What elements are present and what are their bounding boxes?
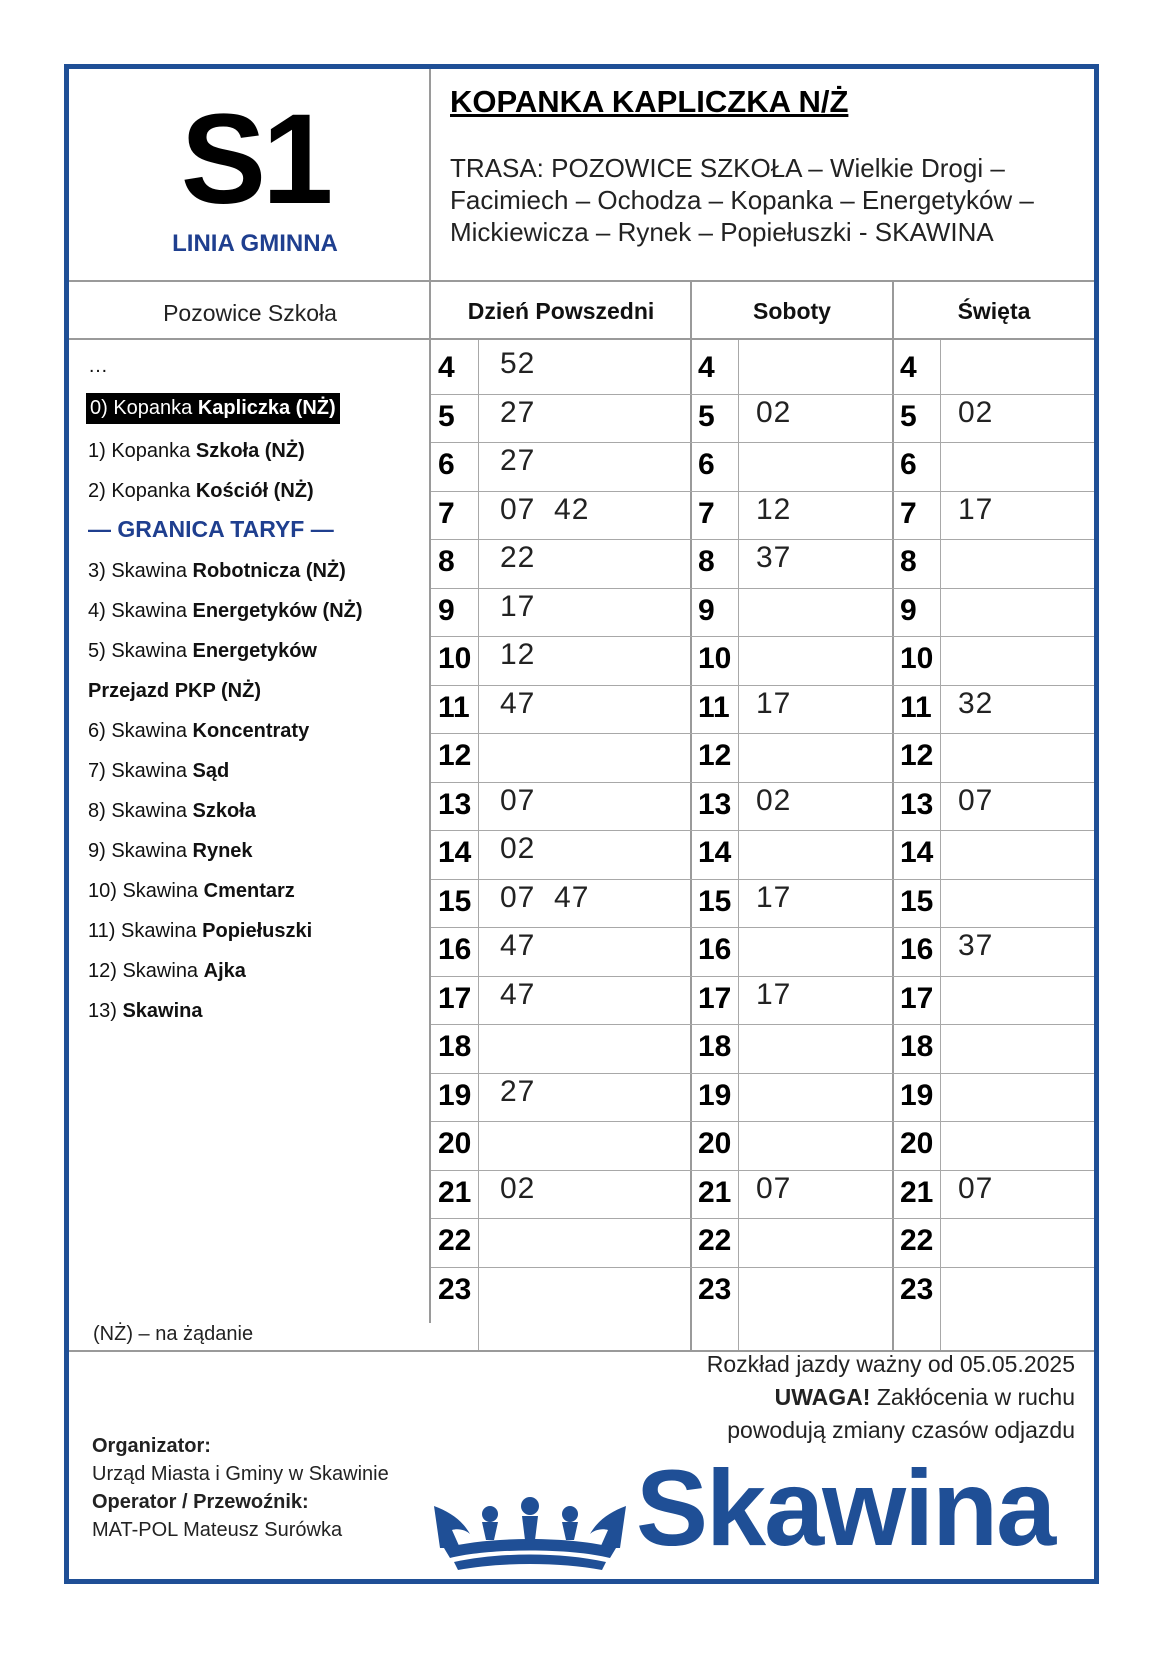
hour-cell: 4: [900, 351, 917, 384]
weekday-minutes-cell: 47: [500, 977, 536, 1011]
hour-cell: 9: [900, 593, 917, 627]
line-number: S1: [180, 88, 330, 231]
hour-cell: 21: [900, 1175, 934, 1209]
hour-cell: 22: [698, 1224, 732, 1257]
saturday-minutes-cell: 37: [756, 541, 792, 574]
stop-prefix: 8) Skawina: [88, 800, 193, 822]
hour-cell: 16: [900, 933, 934, 966]
holiday-minutes-cell: 07: [958, 1171, 994, 1205]
weekday-minutes-cell: 07: [500, 783, 536, 817]
stop-prefix: 9) Skawina: [88, 840, 193, 862]
line-type: LINIA GMINNA: [172, 230, 338, 257]
hour-cell: 8: [438, 545, 455, 578]
header-saturday: Soboty: [753, 298, 831, 324]
hour-column-divider: [738, 340, 739, 1350]
holiday-minutes-cell: 32: [958, 686, 994, 720]
stops-ellipsis: …: [88, 355, 108, 377]
tariff-boundary: [88, 516, 334, 543]
stop-name: Rynek: [192, 840, 253, 862]
organizer-label: Organizator:: [92, 1435, 211, 1457]
saturday-minutes-cell: 07: [756, 1171, 792, 1205]
hour-cell: 13: [438, 787, 472, 821]
weekday-minutes-cell: 47: [500, 686, 536, 720]
row-divider: [431, 636, 1094, 637]
hour-cell: 23: [438, 1272, 472, 1306]
operator-name: MAT-POL Mateusz Surówka: [92, 1519, 343, 1541]
organizer-info: [92, 1432, 389, 1544]
weekday-minutes-cell: 02: [500, 832, 536, 865]
validity-date: Rozkład jazdy ważny od 05.05.2025: [706, 1351, 1075, 1377]
stop-name: Kościół (NŻ): [195, 480, 314, 502]
stop-name: Szkoła (NŻ): [195, 440, 305, 462]
hour-cell: 6: [698, 448, 715, 481]
list-item: [88, 840, 253, 863]
hour-cell: 7: [698, 496, 715, 530]
hour-cell: 14: [438, 836, 472, 869]
hour-cell: 8: [698, 545, 715, 578]
row-divider: [431, 1024, 1094, 1025]
row-divider: [431, 588, 1094, 589]
weekday-minutes-cell: 17: [500, 589, 536, 623]
row-divider: [431, 1218, 1094, 1219]
hour-cell: 5: [698, 399, 715, 433]
saturday-divider: [690, 280, 692, 1350]
weekday-minutes-cell: 22: [500, 541, 536, 574]
hour-cell: 15: [698, 884, 732, 918]
hour-cell: 15: [900, 884, 934, 918]
stop-name: Koncentraty: [192, 720, 310, 742]
hour-cell: 17: [900, 981, 934, 1015]
weekday-minutes-cell: 07 42: [500, 492, 590, 526]
list-item: [88, 920, 312, 943]
stop-name: Sąd: [192, 760, 230, 782]
saturday-minutes-cell: 17: [756, 880, 792, 914]
row-divider: [431, 491, 1094, 492]
row-divider: [431, 733, 1094, 734]
saturday-minutes-cell: 02: [756, 783, 792, 817]
hour-cell: 16: [698, 933, 732, 966]
hour-cell: 5: [900, 399, 917, 433]
row-divider: [431, 394, 1094, 395]
hour-cell: 6: [438, 448, 455, 481]
hour-cell: 4: [698, 351, 715, 384]
row-divider: [431, 1073, 1094, 1074]
saturday-minutes-cell: 17: [756, 977, 792, 1011]
hour-cell: 10: [698, 642, 732, 675]
stop-prefix: 5) Skawina: [88, 640, 193, 662]
stop-name: Ajka: [203, 960, 246, 982]
tariff-label: — GRANICA TARYF —: [88, 516, 334, 542]
hour-cell: 4: [438, 351, 455, 384]
weekday-minutes-cell: 27: [500, 1074, 536, 1108]
route-line: Facimiech – Ochodza – Kopanka – Energetyków –: [450, 185, 1034, 215]
row-divider: [431, 685, 1094, 686]
holiday-minutes-cell: 02: [958, 395, 994, 429]
header-weekday: Dzień Powszedni: [467, 298, 655, 324]
hour-cell: 22: [438, 1224, 472, 1257]
route-line: Mickiewicza – Rynek – Popiełuszki - SKAWINA: [450, 217, 994, 247]
weekday-minutes-cell: 12: [500, 638, 536, 671]
hour-cell: 7: [900, 496, 917, 530]
hour-cell: 20: [900, 1127, 934, 1160]
hour-cell: 18: [438, 1030, 472, 1063]
row-divider: [431, 1267, 1094, 1268]
stop-prefix: 10) Skawina: [88, 880, 204, 902]
hour-cell: 14: [900, 836, 934, 869]
weekday-minutes-cell: 47: [500, 929, 536, 962]
hour-cell: 23: [698, 1272, 732, 1306]
stop-prefix: 13): [88, 1000, 123, 1022]
list-item: [88, 760, 229, 783]
list-item: [88, 440, 305, 463]
hour-cell: 19: [438, 1078, 472, 1112]
stop-name: Energetyków: [192, 640, 317, 662]
hour-cell: 21: [698, 1175, 732, 1209]
row-divider: [431, 782, 1094, 783]
warning-line: [707, 1381, 1075, 1414]
hour-cell: 18: [900, 1030, 934, 1063]
list-item: [88, 720, 309, 743]
list-item: [88, 640, 317, 663]
row-divider: [431, 1170, 1094, 1171]
stop-prefix: 7) Skawina: [88, 760, 193, 782]
header-holiday: Święta: [957, 298, 1031, 324]
warning-label: UWAGA!: [774, 1384, 871, 1410]
row-divider: [431, 442, 1094, 443]
hour-cell: 20: [438, 1127, 472, 1160]
hour-cell: 13: [698, 787, 732, 821]
hour-cell: 12: [698, 739, 732, 772]
stop-name: Skawina: [122, 1000, 203, 1022]
hour-cell: 18: [698, 1030, 732, 1063]
weekday-minutes-cell: 27: [500, 444, 536, 477]
holiday-minutes-cell: 17: [958, 492, 994, 526]
hour-cell: 8: [900, 545, 917, 578]
holiday-minutes-cell: 37: [958, 929, 994, 962]
validity-notice: [707, 1348, 1075, 1447]
stop-prefix: 6) Skawina: [88, 720, 193, 742]
hour-cell: 17: [438, 981, 472, 1015]
stop-name: Przejazd PKP (NŻ): [88, 680, 261, 702]
hour-cell: 21: [438, 1175, 472, 1209]
warning-text: Zakłócenia w ruchu: [870, 1384, 1075, 1410]
stop-name: Robotnicza (NŻ): [192, 560, 346, 582]
hour-column-divider: [940, 340, 941, 1350]
hour-cell: 11: [698, 690, 730, 724]
hour-cell: 16: [438, 933, 472, 966]
weekday-minutes-cell: 02: [500, 1171, 536, 1205]
saturday-minutes-cell: 17: [756, 686, 792, 720]
hour-cell: 19: [698, 1078, 732, 1112]
route-description: [450, 152, 1090, 248]
stop-name: Cmentarz: [203, 880, 295, 902]
stop-prefix: 0) Kopanka: [90, 397, 198, 419]
list-item: [88, 960, 246, 983]
hour-cell: 22: [900, 1224, 934, 1257]
stop-prefix: 3) Skawina: [88, 560, 193, 582]
stop-title: KOPANKA KAPLICZKA N/Ż: [450, 84, 849, 119]
organizer-name: Urząd Miasta i Gminy w Skawinie: [92, 1463, 389, 1485]
hour-cell: 23: [900, 1272, 934, 1306]
weekday-minutes-cell: 52: [500, 347, 536, 380]
hour-cell: 9: [438, 593, 455, 627]
stop-name: Kapliczka (NŻ): [197, 397, 336, 419]
weekday-minutes-cell: 07 47: [500, 880, 590, 914]
holiday-minutes-cell: 07: [958, 783, 994, 817]
row-divider: [431, 976, 1094, 977]
stop-name: Szkoła: [192, 800, 256, 822]
stop-name: Popiełuszki: [202, 920, 313, 942]
hour-cell: 11: [900, 690, 932, 724]
origin-stop: Pozowice Szkoła: [163, 300, 337, 326]
header-divider: [429, 69, 431, 1323]
hour-cell: 10: [900, 642, 934, 675]
stop-prefix: 1) Kopanka: [88, 440, 196, 462]
crown-icon: [430, 1496, 630, 1572]
brand-wordmark: Skawina: [636, 1447, 1055, 1568]
row-divider: [431, 539, 1094, 540]
hour-cell: 17: [698, 981, 732, 1015]
route-line: TRASA: POZOWICE SZKOŁA – Wielkie Drogi –: [450, 153, 1005, 183]
hour-cell: 20: [698, 1127, 732, 1160]
holiday-divider: [892, 280, 894, 1350]
row-divider: [431, 830, 1094, 831]
stop-prefix: 2) Kopanka: [88, 480, 196, 502]
list-item-current-stop: [86, 393, 340, 424]
header-bottom-rule: [69, 280, 1094, 282]
row-divider: [431, 927, 1094, 928]
operator-label: Operator / Przewoźnik:: [92, 1491, 309, 1513]
hour-cell: 19: [900, 1078, 934, 1112]
hour-cell: 7: [438, 496, 455, 530]
hour-cell: 15: [438, 884, 472, 918]
hour-cell: 5: [438, 399, 455, 433]
saturday-minutes-cell: 12: [756, 492, 792, 526]
stop-prefix: 12) Skawina: [88, 960, 204, 982]
hour-cell: 11: [438, 690, 470, 724]
warning-line-2: powodują zmiany czasów odjazdu: [727, 1417, 1075, 1443]
weekday-minutes-cell: 27: [500, 395, 536, 429]
list-item: [88, 680, 261, 703]
hour-cell: 14: [698, 836, 732, 869]
hour-cell: 9: [698, 593, 715, 627]
row-divider: [431, 1121, 1094, 1122]
stop-prefix: 11) Skawina: [88, 920, 203, 942]
hour-cell: 12: [438, 739, 472, 772]
list-item: [88, 800, 256, 823]
list-item: [88, 1000, 203, 1023]
stop-name: Energetyków (NŻ): [192, 600, 363, 622]
list-item: [88, 880, 295, 903]
list-item: [88, 480, 314, 503]
hour-cell: 13: [900, 787, 934, 821]
list-item: [88, 560, 346, 583]
list-item: [88, 600, 363, 623]
row-divider: [431, 879, 1094, 880]
hour-cell: 10: [438, 642, 472, 675]
hour-cell: 12: [900, 739, 934, 772]
hour-cell: 6: [900, 448, 917, 481]
legend-on-request: (NŻ) – na żądanie: [93, 1323, 254, 1345]
saturday-minutes-cell: 02: [756, 395, 792, 429]
hour-column-divider: [478, 340, 479, 1350]
stop-prefix: 4) Skawina: [88, 600, 193, 622]
